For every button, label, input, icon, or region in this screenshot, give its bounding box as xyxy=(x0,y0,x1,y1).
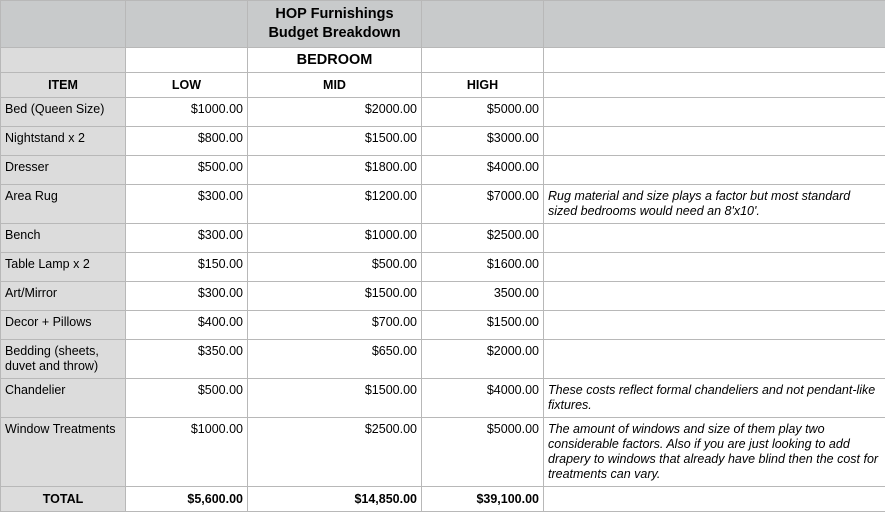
item-cell[interactable]: Window Treatments xyxy=(1,418,126,487)
table-row xyxy=(1,340,885,379)
mid-cell[interactable]: $500.00 xyxy=(248,253,422,282)
mid-cell[interactable]: $650.00 xyxy=(248,340,422,379)
cell[interactable] xyxy=(422,48,544,73)
low-cell[interactable]: $1000.00 xyxy=(126,98,248,127)
table-row xyxy=(1,379,885,418)
total-label[interactable]: TOTAL xyxy=(1,487,126,512)
item-cell[interactable]: Table Lamp x 2 xyxy=(1,253,126,282)
total-mid[interactable]: $14,850.00 xyxy=(248,487,422,512)
table-row xyxy=(1,418,885,487)
mid-cell[interactable]: $700.00 xyxy=(248,311,422,340)
cell[interactable] xyxy=(1,48,126,73)
high-cell[interactable]: $1500.00 xyxy=(422,311,544,340)
note-cell[interactable] xyxy=(544,340,885,379)
cell[interactable] xyxy=(126,1,248,48)
note-cell[interactable] xyxy=(544,282,885,311)
table-row xyxy=(1,98,885,127)
column-header-high[interactable]: HIGH xyxy=(422,73,544,98)
low-cell[interactable]: $300.00 xyxy=(126,224,248,253)
item-cell[interactable]: Decor + Pillows xyxy=(1,311,126,340)
note-cell[interactable] xyxy=(544,156,885,185)
note-cell[interactable]: The amount of windows and size of them play two considerable factors. Also if you are just looking to add drapery to windows that already have blind then the cost for treatments can vary. xyxy=(544,418,885,487)
note-cell[interactable]: These costs reflect formal chandeliers and not pendant-like fixtures. xyxy=(544,379,885,418)
column-header-low[interactable]: LOW xyxy=(126,73,248,98)
title-line2: Budget Breakdown xyxy=(268,25,400,41)
table-row xyxy=(1,282,885,311)
cell[interactable] xyxy=(1,1,126,48)
item-cell[interactable]: Area Rug xyxy=(1,185,126,224)
item-cell[interactable]: Chandelier xyxy=(1,379,126,418)
total-high[interactable]: $39,100.00 xyxy=(422,487,544,512)
item-cell[interactable]: Bedding (sheets, duvet and throw) xyxy=(1,340,126,379)
title-row xyxy=(1,1,885,48)
high-cell[interactable]: $4000.00 xyxy=(422,379,544,418)
high-cell[interactable]: $5000.00 xyxy=(422,418,544,487)
cell[interactable] xyxy=(544,48,885,73)
mid-cell[interactable]: $2000.00 xyxy=(248,98,422,127)
title-line1: HOP Furnishings xyxy=(275,6,393,22)
mid-cell[interactable]: $1500.00 xyxy=(248,379,422,418)
column-header-mid[interactable]: MID xyxy=(248,73,422,98)
table-row xyxy=(1,156,885,185)
note-cell[interactable] xyxy=(544,253,885,282)
mid-cell[interactable]: $1500.00 xyxy=(248,282,422,311)
item-cell[interactable]: Dresser xyxy=(1,156,126,185)
high-cell[interactable]: $7000.00 xyxy=(422,185,544,224)
table-row xyxy=(1,253,885,282)
item-cell[interactable]: Bed (Queen Size) xyxy=(1,98,126,127)
table-row xyxy=(1,311,885,340)
note-cell[interactable]: Rug material and size plays a factor but most standard sized bedrooms would need an 8'x10'. xyxy=(544,185,885,224)
note-cell[interactable] xyxy=(544,127,885,156)
mid-cell[interactable]: $1200.00 xyxy=(248,185,422,224)
section-title[interactable]: BEDROOM xyxy=(248,48,422,73)
high-cell[interactable]: $2500.00 xyxy=(422,224,544,253)
table-row xyxy=(1,224,885,253)
mid-cell[interactable]: $1800.00 xyxy=(248,156,422,185)
table-row xyxy=(1,185,885,224)
low-cell[interactable]: $800.00 xyxy=(126,127,248,156)
note-cell[interactable] xyxy=(544,98,885,127)
high-cell[interactable]: $3000.00 xyxy=(422,127,544,156)
column-header-row xyxy=(1,73,885,98)
low-cell[interactable]: $500.00 xyxy=(126,379,248,418)
cell[interactable] xyxy=(422,1,544,48)
cell[interactable] xyxy=(544,73,885,98)
item-cell[interactable]: Bench xyxy=(1,224,126,253)
sheet-title[interactable] xyxy=(248,1,422,48)
cell[interactable] xyxy=(544,487,885,512)
low-cell[interactable]: $500.00 xyxy=(126,156,248,185)
cell[interactable] xyxy=(544,1,885,48)
low-cell[interactable]: $400.00 xyxy=(126,311,248,340)
low-cell[interactable]: $150.00 xyxy=(126,253,248,282)
item-cell[interactable]: Art/Mirror xyxy=(1,282,126,311)
low-cell[interactable]: $300.00 xyxy=(126,282,248,311)
note-cell[interactable] xyxy=(544,311,885,340)
section-row xyxy=(1,48,885,73)
mid-cell[interactable]: $2500.00 xyxy=(248,418,422,487)
cell[interactable] xyxy=(126,48,248,73)
item-cell[interactable]: Nightstand x 2 xyxy=(1,127,126,156)
low-cell[interactable]: $350.00 xyxy=(126,340,248,379)
low-cell[interactable]: $1000.00 xyxy=(126,418,248,487)
total-low[interactable]: $5,600.00 xyxy=(126,487,248,512)
mid-cell[interactable]: $1000.00 xyxy=(248,224,422,253)
mid-cell[interactable]: $1500.00 xyxy=(248,127,422,156)
high-cell[interactable]: 3500.00 xyxy=(422,282,544,311)
column-header-item[interactable]: ITEM xyxy=(1,73,126,98)
low-cell[interactable]: $300.00 xyxy=(126,185,248,224)
high-cell[interactable]: $5000.00 xyxy=(422,98,544,127)
note-cell[interactable] xyxy=(544,224,885,253)
total-row xyxy=(1,487,885,512)
table-row xyxy=(1,127,885,156)
high-cell[interactable]: $1600.00 xyxy=(422,253,544,282)
high-cell[interactable]: $2000.00 xyxy=(422,340,544,379)
high-cell[interactable]: $4000.00 xyxy=(422,156,544,185)
